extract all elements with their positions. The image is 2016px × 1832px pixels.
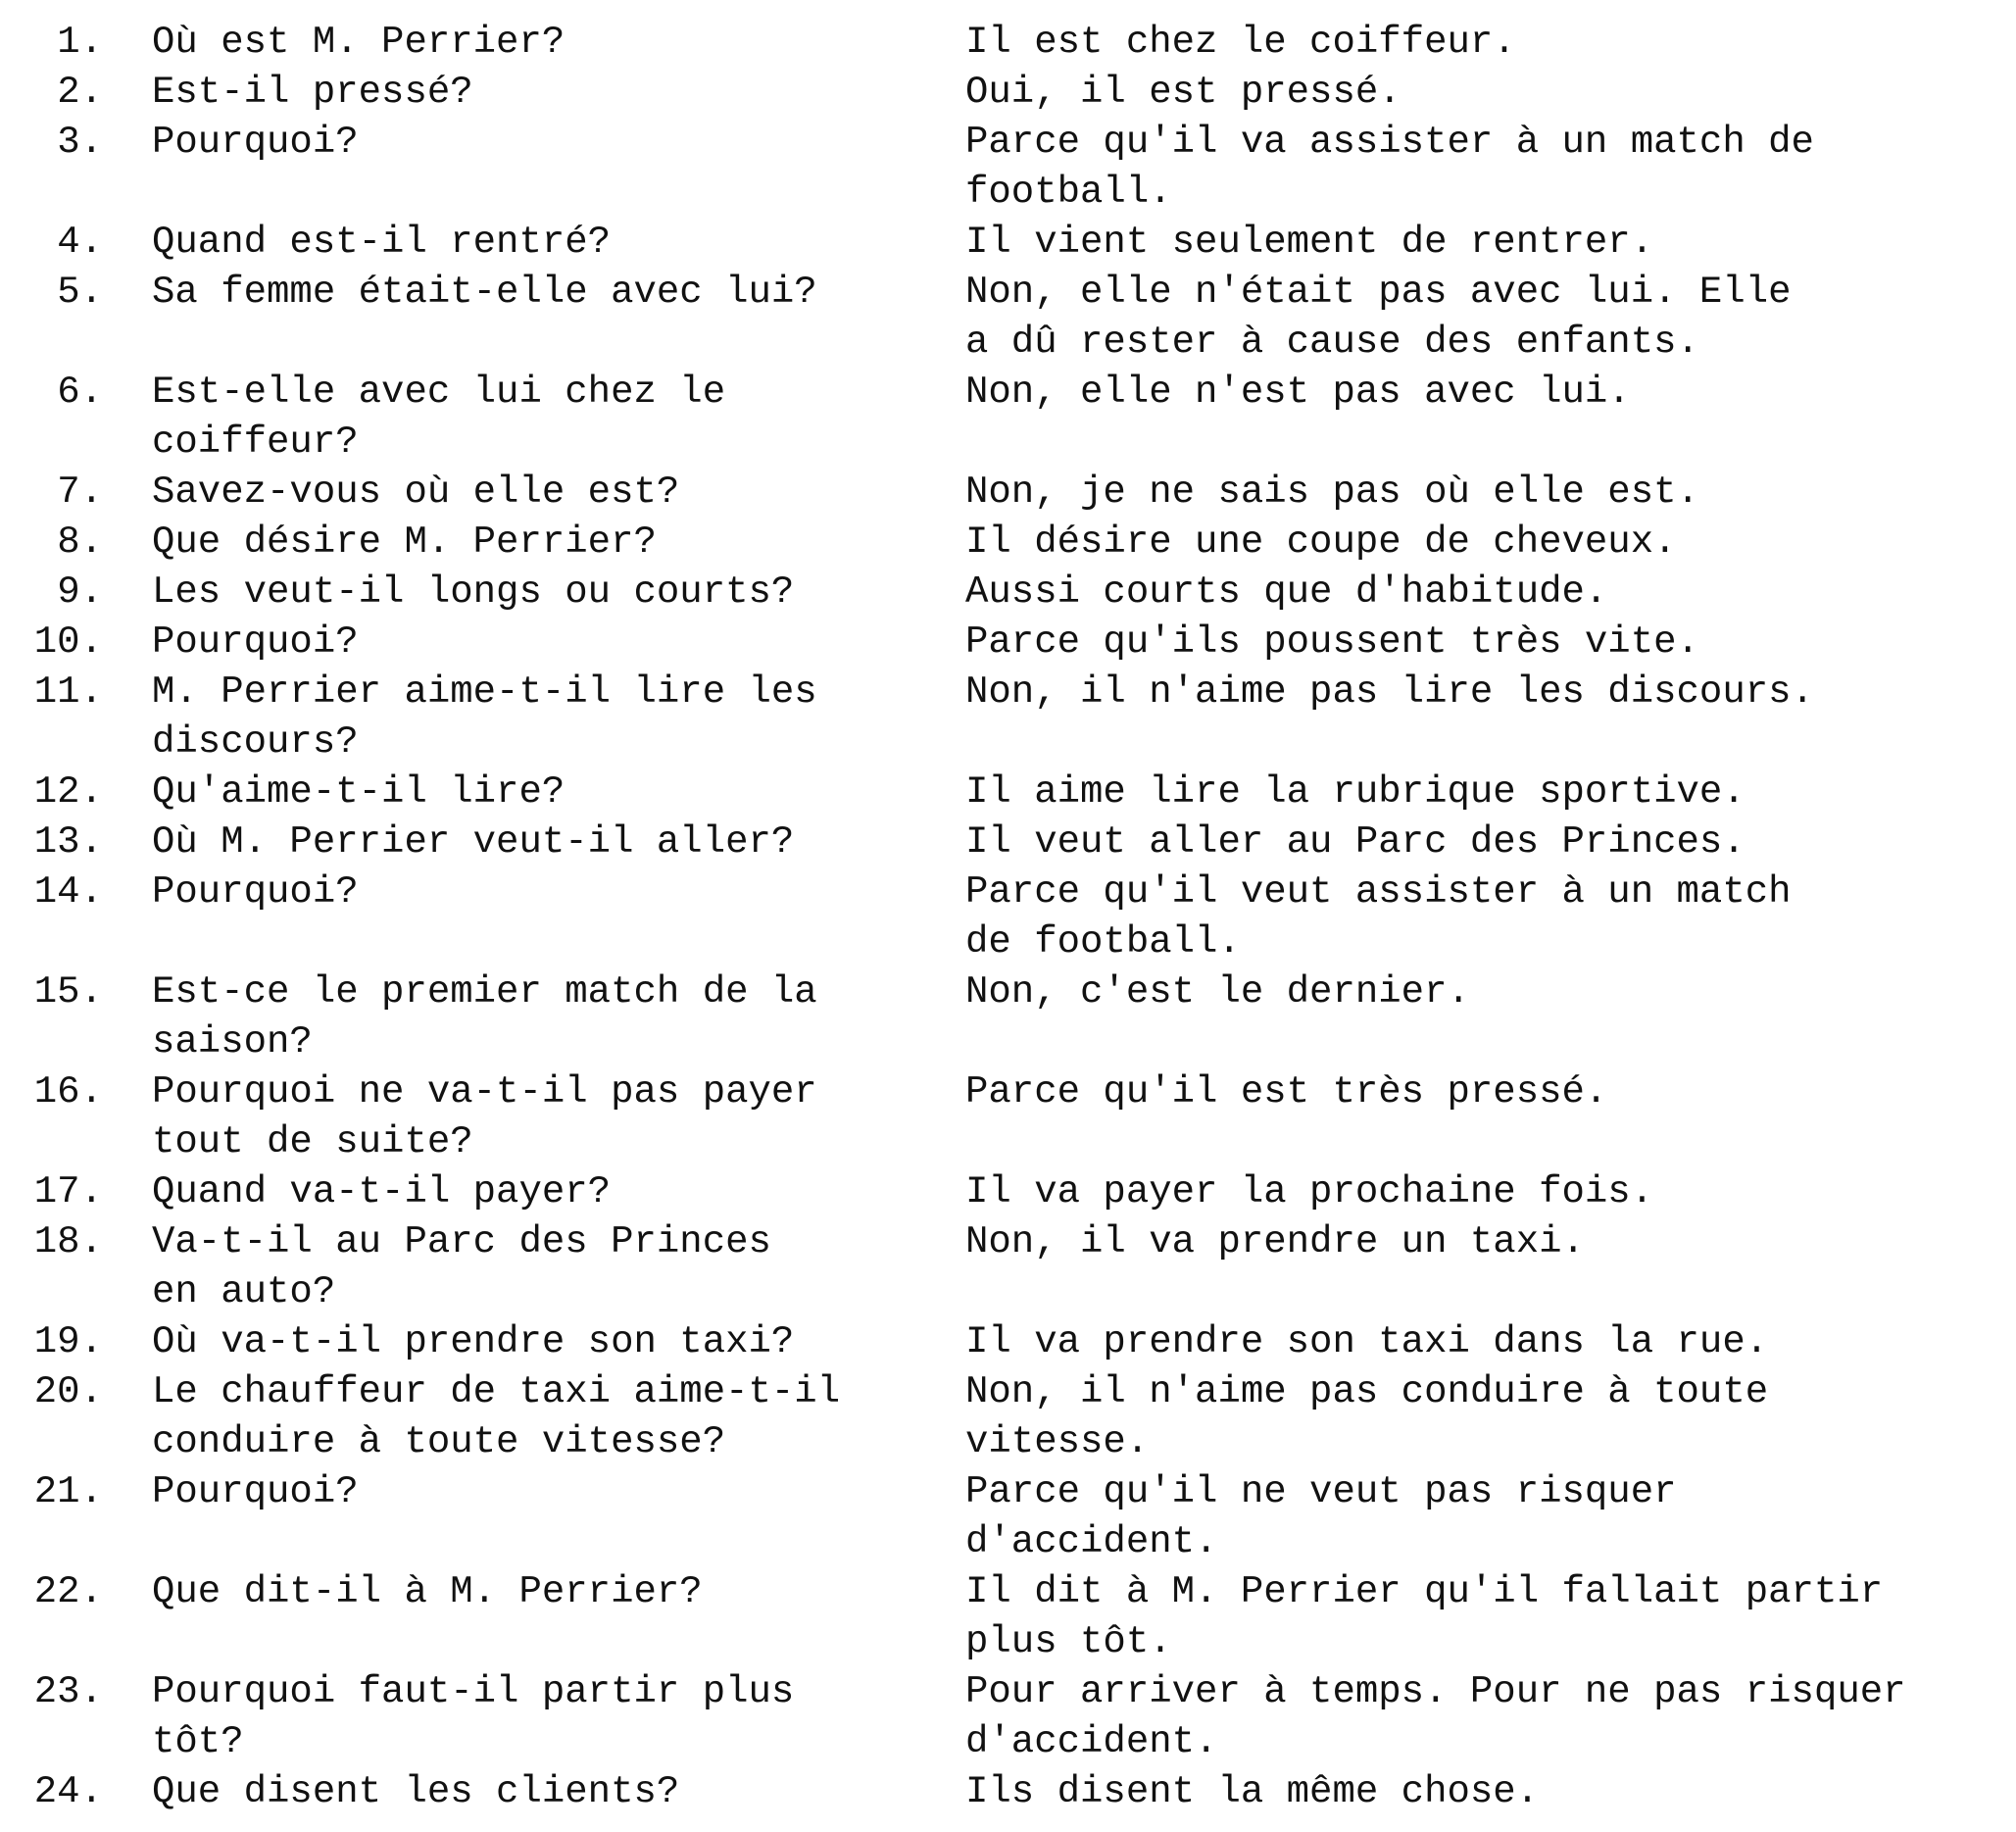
qa-item-21 [0,1467,2016,1567]
answer-text: Non, je ne sais pas où elle est. [965,470,1699,514]
item-number: 7. [57,470,103,514]
qa-item-12 [0,767,2016,817]
question-text: Pourquoi ne va-t-il pas payer tout de suite? [152,1070,817,1164]
question-text: Qu'aime-t-il lire? [152,770,565,814]
answer-text: Il veut aller au Parc des Princes. [965,820,1746,864]
answer-text: Il dit à M. Perrier qu'il fallait partir plus tôt. [965,1570,1884,1663]
answer-text: Il vient seulement de rentrer. [965,221,1654,264]
question-text: Est-ce le premier match de la saison? [152,970,817,1064]
qa-item-17 [0,1167,2016,1217]
question-text: Les veut-il longs ou courts? [152,570,795,614]
qa-item-14 [0,867,2016,967]
question-text: Pourquoi? [152,620,359,664]
item-number: 18. [33,1220,103,1263]
answer-text: Non, elle n'est pas avec lui. [965,371,1631,414]
answer-text: Ils disent la même chose. [965,1770,1540,1813]
item-number: 13. [33,820,103,864]
qa-item-15 [0,967,2016,1067]
answer-text: Il va prendre son taxi dans la rue. [965,1320,1769,1363]
item-number: 21. [33,1470,103,1513]
item-number: 14. [33,870,103,914]
item-number: 11. [33,670,103,714]
item-number: 6. [57,371,103,414]
question-text: Sa femme était-elle avec lui? [152,271,817,314]
item-number: 1. [57,21,103,64]
qa-item-4 [0,218,2016,268]
answer-text: Non, il n'aime pas lire les discours. [965,670,1814,714]
item-number: 10. [33,620,103,664]
item-number: 17. [33,1170,103,1213]
answer-text: Pour arriver à temps. Pour ne pas risquer d'accident. [965,1670,1906,1763]
item-number: 2. [57,71,103,114]
answer-text: Parce qu'ils poussent très vite. [965,620,1699,664]
qa-item-10 [0,618,2016,668]
item-number: 20. [33,1370,103,1413]
item-number: 19. [33,1320,103,1363]
item-number: 24. [33,1770,103,1813]
item-number: 3. [57,121,103,164]
question-text: Que désire M. Perrier? [152,520,657,564]
question-text: Que disent les clients? [152,1770,680,1813]
question-text: Va-t-il au Parc des Princes en auto? [152,1220,771,1313]
question-text: Où va-t-il prendre son taxi? [152,1320,795,1363]
question-text: Quand va-t-il payer? [152,1170,612,1213]
question-text: Pourquoi? [152,870,359,914]
question-answer-list [0,18,2016,1817]
qa-item-8 [0,518,2016,568]
qa-item-16 [0,1067,2016,1167]
answer-text: Il va payer la prochaine fois. [965,1170,1654,1213]
qa-item-2 [0,68,2016,118]
qa-item-5 [0,268,2016,368]
answer-text: Non, c'est le dernier. [965,970,1470,1014]
item-number: 12. [33,770,103,814]
item-number: 22. [33,1570,103,1613]
qa-item-18 [0,1217,2016,1317]
item-number: 16. [33,1070,103,1114]
answer-text: Aussi courts que d'habitude. [965,570,1608,614]
question-text: Pourquoi? [152,121,359,164]
qa-item-3 [0,118,2016,218]
qa-item-6 [0,368,2016,468]
answer-text: Non, il n'aime pas conduire à toute vitesse. [965,1370,1769,1463]
question-text: Pourquoi? [152,1470,359,1513]
question-text: Où est M. Perrier? [152,21,565,64]
question-text: Quand est-il rentré? [152,221,612,264]
qa-item-7 [0,468,2016,518]
qa-item-23 [0,1667,2016,1767]
answer-text: Oui, il est pressé. [965,71,1401,114]
answer-text: Il est chez le coiffeur. [965,21,1516,64]
item-number: 23. [33,1670,103,1713]
qa-item-13 [0,817,2016,867]
answer-text: Non, elle n'était pas avec lui. Elle a dû rester à cause des enfants. [965,271,1792,364]
question-text: Pourquoi faut-il partir plus tôt? [152,1670,795,1763]
question-text: Savez-vous où elle est? [152,470,680,514]
question-text: Où M. Perrier veut-il aller? [152,820,795,864]
question-text: Est-il pressé? [152,71,473,114]
qa-item-11 [0,668,2016,767]
question-text: M. Perrier aime-t-il lire les discours? [152,670,817,764]
qa-item-22 [0,1567,2016,1667]
answer-text: Parce qu'il veut assister à un match de football. [965,870,1792,964]
question-text: Le chauffeur de taxi aime-t-il conduire à toute vitesse? [152,1370,841,1463]
item-number: 5. [57,271,103,314]
answer-text: Parce qu'il va assister à un match de football. [965,121,1814,214]
question-text: Que dit-il à M. Perrier? [152,1570,703,1613]
answer-text: Non, il va prendre un taxi. [965,1220,1585,1263]
item-number: 8. [57,520,103,564]
answer-text: Il aime lire la rubrique sportive. [965,770,1746,814]
qa-item-20 [0,1367,2016,1467]
qa-item-24 [0,1767,2016,1817]
qa-item-19 [0,1317,2016,1367]
answer-text: Parce qu'il est très pressé. [965,1070,1608,1114]
item-number: 4. [57,221,103,264]
item-number: 15. [33,970,103,1014]
answer-text: Il désire une coupe de cheveux. [965,520,1677,564]
qa-item-1 [0,18,2016,68]
question-text: Est-elle avec lui chez le coiffeur? [152,371,726,464]
item-number: 9. [57,570,103,614]
qa-item-9 [0,568,2016,618]
answer-text: Parce qu'il ne veut pas risquer d'accident. [965,1470,1677,1563]
